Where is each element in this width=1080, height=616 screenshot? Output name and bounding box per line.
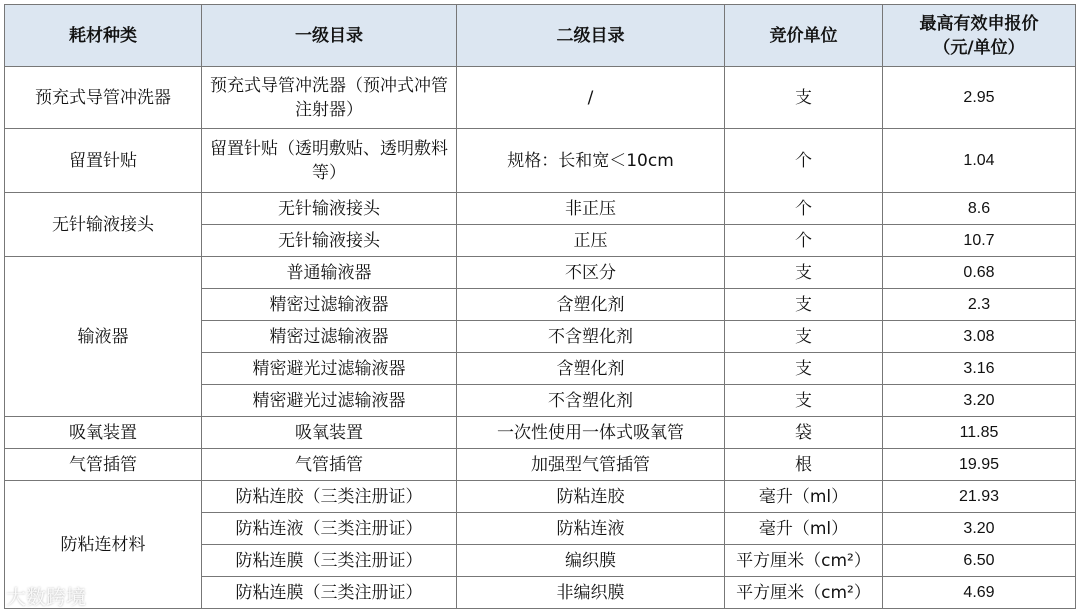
- level2-cell: 正压: [457, 225, 725, 257]
- level1-cell: 精密避光过滤输液器: [202, 353, 457, 385]
- level1-cell: 精密过滤输液器: [202, 321, 457, 353]
- unit-cell: 支: [725, 257, 883, 289]
- level1-cell: 预充式导管冲洗器（预冲式冲管注射器）: [202, 67, 457, 129]
- level2-cell: 不含塑化剂: [457, 385, 725, 417]
- level2-cell: 加强型气管插管: [457, 449, 725, 481]
- unit-cell: 毫升（ml）: [725, 513, 883, 545]
- category-cell: 输液器: [5, 257, 202, 417]
- level2-cell: 非正压: [457, 193, 725, 225]
- price-cell: 1.04: [883, 129, 1076, 193]
- price-cell: 8.6: [883, 193, 1076, 225]
- price-table: [4, 4, 1076, 609]
- table-row: [5, 417, 1076, 449]
- level1-cell: 防粘连液（三类注册证）: [202, 513, 457, 545]
- level2-cell: 含塑化剂: [457, 353, 725, 385]
- level2-cell: 规格：长和宽＜10cm: [457, 129, 725, 193]
- price-cell: 21.93: [883, 481, 1076, 513]
- unit-cell: 个: [725, 193, 883, 225]
- level2-cell: 不含塑化剂: [457, 321, 725, 353]
- level1-cell: 气管插管: [202, 449, 457, 481]
- category-cell: 预充式导管冲洗器: [5, 67, 202, 129]
- level1-cell: 留置针贴（透明敷贴、透明敷料等）: [202, 129, 457, 193]
- unit-cell: 袋: [725, 417, 883, 449]
- watermark-text: 大数跨境: [6, 585, 86, 609]
- unit-cell: 支: [725, 385, 883, 417]
- header-unit: 竞价单位: [725, 5, 883, 67]
- category-cell: 防粘连材料: [5, 481, 202, 609]
- price-cell: 19.95: [883, 449, 1076, 481]
- category-cell: 吸氧装置: [5, 417, 202, 449]
- level1-cell: 精密避光过滤输液器: [202, 385, 457, 417]
- level1-cell: 精密过滤输液器: [202, 289, 457, 321]
- level1-cell: 普通输液器: [202, 257, 457, 289]
- level1-cell: 无针输液接头: [202, 193, 457, 225]
- unit-cell: 个: [725, 129, 883, 193]
- level2-cell: 编织膜: [457, 545, 725, 577]
- table-row: [5, 193, 1076, 225]
- unit-cell: 根: [725, 449, 883, 481]
- unit-cell: 支: [725, 67, 883, 129]
- level2-cell: 防粘连胶: [457, 481, 725, 513]
- unit-cell: 平方厘米（cm²）: [725, 577, 883, 609]
- unit-cell: 支: [725, 353, 883, 385]
- watermark-logo: [6, 581, 86, 610]
- price-cell: 4.69: [883, 577, 1076, 609]
- level1-cell: 防粘连膜（三类注册证）: [202, 577, 457, 609]
- level1-cell: 吸氧装置: [202, 417, 457, 449]
- unit-cell: 支: [725, 321, 883, 353]
- price-cell: 2.95: [883, 67, 1076, 129]
- price-cell: 0.68: [883, 257, 1076, 289]
- price-cell: 3.16: [883, 353, 1076, 385]
- unit-cell: 个: [725, 225, 883, 257]
- level2-cell: 非编织膜: [457, 577, 725, 609]
- unit-cell: 平方厘米（cm²）: [725, 545, 883, 577]
- header-level1: 一级目录: [202, 5, 457, 67]
- price-cell: 3.20: [883, 513, 1076, 545]
- level1-cell: 防粘连膜（三类注册证）: [202, 545, 457, 577]
- category-cell: 留置针贴: [5, 129, 202, 193]
- level2-cell: 一次性使用一体式吸氧管: [457, 417, 725, 449]
- price-cell: 6.50: [883, 545, 1076, 577]
- level1-cell: 防粘连胶（三类注册证）: [202, 481, 457, 513]
- header-category: 耗材种类: [5, 5, 202, 67]
- table-header-row: [5, 5, 1076, 67]
- header-level2: 二级目录: [457, 5, 725, 67]
- table-row: [5, 449, 1076, 481]
- price-cell: 3.08: [883, 321, 1076, 353]
- unit-cell: 支: [725, 289, 883, 321]
- price-cell: 2.3: [883, 289, 1076, 321]
- price-cell: 3.20: [883, 385, 1076, 417]
- table-row: [5, 129, 1076, 193]
- price-cell: 11.85: [883, 417, 1076, 449]
- category-cell: 气管插管: [5, 449, 202, 481]
- level1-cell: 无针输液接头: [202, 225, 457, 257]
- level2-cell: /: [457, 67, 725, 129]
- table-row: [5, 67, 1076, 129]
- level2-cell: 不区分: [457, 257, 725, 289]
- price-cell: 10.7: [883, 225, 1076, 257]
- unit-cell: 毫升（ml）: [725, 481, 883, 513]
- table-row: [5, 481, 1076, 513]
- table-row: [5, 257, 1076, 289]
- level2-cell: 防粘连液: [457, 513, 725, 545]
- level2-cell: 含塑化剂: [457, 289, 725, 321]
- header-price: 最高有效申报价 （元/单位）: [883, 5, 1076, 67]
- category-cell: 无针输液接头: [5, 193, 202, 257]
